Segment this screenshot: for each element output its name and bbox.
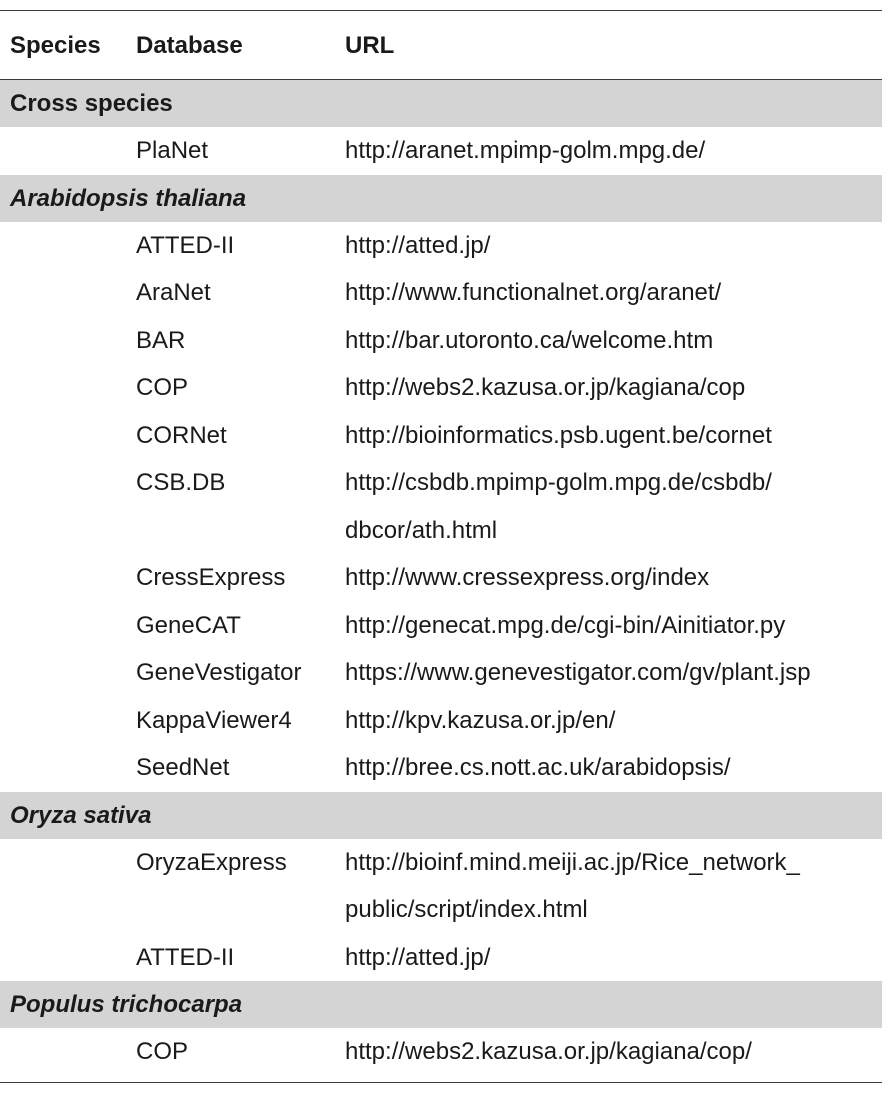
database-name: SeedNet xyxy=(136,754,230,781)
table-row xyxy=(0,649,882,697)
table-row xyxy=(0,222,882,270)
species-group-row xyxy=(0,792,882,839)
species-label: Populus trichocarpa xyxy=(10,991,243,1018)
species-label: Arabidopsis thaliana xyxy=(10,184,247,212)
header-species: Species xyxy=(10,32,101,59)
database-url[interactable]: http://www.functionalnet.org/aranet/ xyxy=(345,279,722,306)
species-group-row xyxy=(0,981,882,1028)
database-url[interactable]: http://genecat.mpg.de/cgi-bin/Ainitiator.py xyxy=(345,611,786,639)
database-name: CORNet xyxy=(136,421,227,449)
database-url[interactable]: http://bioinf.mind.meiji.ac.jp/Rice_network_ public/script/index.html xyxy=(345,848,800,923)
table-row xyxy=(0,554,882,602)
database-url[interactable]: http://csbdb.mpimp-golm.mpg.de/csbdb/ dbcor/ath.html xyxy=(345,469,772,544)
species-group-row xyxy=(0,175,882,222)
database-name: AraNet xyxy=(136,279,211,306)
species-group-row xyxy=(0,80,882,127)
database-url[interactable]: http://www.cressexpress.org/index xyxy=(345,564,710,591)
species-label: Cross species xyxy=(10,90,173,117)
database-name: ATTED-II xyxy=(136,943,235,971)
database-url[interactable]: https://www.genevestigator.com/gv/plant.jsp xyxy=(345,659,811,686)
database-name: ATTED-II xyxy=(136,231,235,259)
database-name: COP xyxy=(136,1038,189,1065)
database-name: PlaNet xyxy=(136,137,209,164)
table-row xyxy=(0,602,882,650)
table-row xyxy=(0,934,882,982)
database-name: GeneVestigator xyxy=(136,659,302,686)
database-name: KappaViewer4 xyxy=(136,706,292,734)
table-row xyxy=(0,317,882,365)
database-url[interactable]: http://atted.jp/ xyxy=(345,231,491,259)
table-row xyxy=(0,412,882,460)
database-name: COP xyxy=(136,374,189,401)
table-row xyxy=(0,697,882,745)
database-url[interactable]: http://webs2.kazusa.or.jp/kagiana/cop/ xyxy=(345,1038,752,1065)
table-row xyxy=(0,127,882,175)
header-database: Database xyxy=(136,32,243,59)
database-name: CressExpress xyxy=(136,564,286,591)
header-url: URL xyxy=(345,32,395,59)
table-row xyxy=(0,459,882,554)
table-row xyxy=(0,269,882,317)
database-url[interactable]: http://bar.utoronto.ca/welcome.htm xyxy=(345,326,714,354)
table-row xyxy=(0,364,882,412)
database-name: CSB.DB xyxy=(136,469,226,496)
bottom-rule xyxy=(0,1082,882,1083)
species-label: Oryza sativa xyxy=(10,801,152,829)
table-row xyxy=(0,1028,882,1076)
database-url[interactable]: http://webs2.kazusa.or.jp/kagiana/cop xyxy=(345,374,746,401)
database-url[interactable]: http://kpv.kazusa.or.jp/en/ xyxy=(345,706,616,734)
database-name: GeneCAT xyxy=(136,611,241,639)
database-url[interactable]: http://aranet.mpimp-golm.mpg.de/ xyxy=(345,137,706,164)
table-row xyxy=(0,744,882,792)
database-name: BAR xyxy=(136,326,186,354)
table-row xyxy=(0,839,882,934)
database-url[interactable]: http://bioinformatics.psb.ugent.be/cornet xyxy=(345,421,772,449)
database-name: OryzaExpress xyxy=(136,848,287,876)
database-url[interactable]: http://bree.cs.nott.ac.uk/arabidopsis/ xyxy=(345,754,731,781)
table-header xyxy=(0,10,882,74)
database-url[interactable]: http://atted.jp/ xyxy=(345,943,491,971)
